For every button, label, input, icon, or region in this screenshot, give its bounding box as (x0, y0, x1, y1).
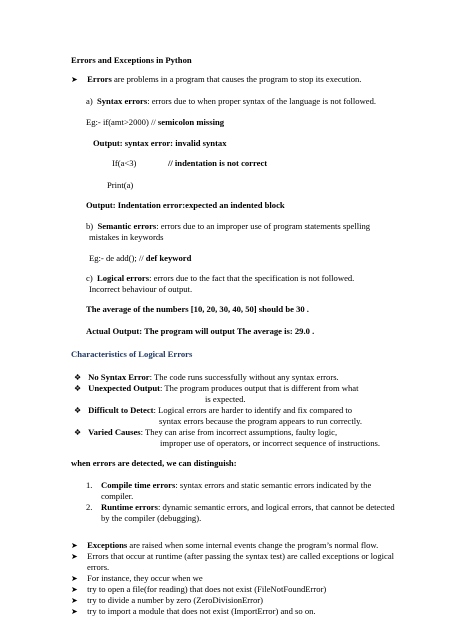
syntax-example (86, 117, 224, 128)
exception-item-2 (71, 551, 394, 562)
char-item-3 (74, 405, 352, 416)
distinguish-text: : syntax errors and static semantic errors indicated by the (175, 480, 372, 490)
char-item-text: : They can arise from incorrect assumptions, faulty logic, (140, 427, 338, 437)
code-print: Print(a) (107, 180, 134, 190)
arrow-bullet-icon: ➤ (71, 596, 78, 605)
semantic-eg-bold: def keyword (145, 253, 192, 263)
actual-output-line: Actual Output: The program will output The average is: 29.0 . (86, 326, 315, 336)
semantic-text: : errors due to an improper use of program statements spelling (156, 221, 371, 231)
syntax-eg-prefix: Eg:- if(amt>2000) // (86, 117, 158, 127)
distinguish-item-1 (86, 480, 371, 491)
char-item-bold: Varied Causes (88, 427, 141, 437)
exception-item-5 (71, 595, 263, 606)
semantic-eg-prefix: Eg:- de add(); // (89, 253, 146, 263)
diamond-bullet-icon: ❖ (74, 373, 82, 382)
logical-prefix: c) (86, 273, 93, 283)
code-if: If(a<3) (112, 158, 137, 168)
semantic-line2: mistakes in keywords (89, 232, 164, 242)
page-title: Errors and Exceptions in Python (71, 55, 192, 65)
arrow-bullet-icon: ➤ (71, 541, 78, 550)
char-item-text: : The code runs successfully without any syntax errors. (149, 372, 339, 382)
arrow-bullet-icon: ➤ (71, 585, 78, 594)
distinguish-item-2-cont: by the compiler (debugging). (101, 513, 202, 523)
exception-text: try to divide a number by zero (ZeroDivisionError) (87, 595, 264, 605)
arrow-bullet-icon: ➤ (71, 607, 78, 616)
characteristics-heading: Characteristics of Logical Errors (71, 349, 193, 359)
code-comment: // indentation is not correct (168, 158, 268, 168)
logical-line (86, 273, 354, 284)
distinguish-item-2 (86, 502, 395, 513)
syntax-output: Output: syntax error: invalid syntax (93, 138, 227, 148)
semantic-example (89, 253, 191, 264)
exception-text: are raised when some internal events change the program’s normal flow. (127, 540, 379, 550)
char-item-2 (74, 383, 359, 394)
exception-text: try to import a module that does not exist (ImportError) and so on. (87, 606, 316, 616)
char-item-4-cont: improper use of operators, or incorrect sequence of instructions. (160, 438, 381, 448)
syntax-eg-bold: semicolon missing (157, 117, 225, 127)
logical-text: : errors due to the fact that the specification is not followed. (149, 273, 355, 283)
char-item-3-cont: syntax errors because the program appears to run correctly. (159, 416, 362, 426)
exception-text: try to open a file(for reading) that does not exist (FileNotFoundError) (87, 584, 327, 594)
exception-item-6 (71, 606, 316, 617)
logical-line2: Incorrect behaviour of output. (89, 284, 193, 294)
char-item-bold: Difficult to Detect (88, 405, 154, 415)
syntax-prefix: a) (86, 96, 93, 106)
distinguish-bold: Compile time errors (101, 480, 176, 490)
exception-item-1 (71, 540, 378, 551)
semantic-line (86, 221, 370, 232)
char-item-text: : The program produces output that is different from what (160, 383, 359, 393)
diamond-bullet-icon: ❖ (74, 428, 82, 437)
distinguish-text: : dynamic semantic errors, and logical errors, that cannot be detected (157, 502, 395, 512)
exception-item-2-cont: errors. (87, 562, 110, 572)
char-item-text: : Logical errors are harder to identify and fix compared to (153, 405, 353, 415)
diamond-bullet-icon: ❖ (74, 384, 82, 393)
syntax-bold: Syntax errors (96, 96, 148, 106)
char-item-4 (74, 427, 337, 438)
exception-text: For instance, they occur when we (87, 573, 203, 583)
semantic-prefix: b) (86, 221, 94, 231)
semantic-bold: Semantic errors (97, 221, 157, 231)
char-item-1 (74, 372, 339, 383)
syntax-line (86, 96, 376, 107)
arrow-bullet-icon: ➤ (71, 574, 78, 583)
arrow-bullet-icon: ➤ (71, 552, 78, 561)
item-number: 2. (86, 502, 93, 512)
intro-bold: Errors (87, 74, 112, 84)
average-line: The average of the numbers [10, 20, 30, 40, 50] should be 30 . (86, 304, 309, 314)
char-item-2-cont: is expected. (205, 394, 246, 404)
diamond-bullet-icon: ❖ (74, 406, 82, 415)
exception-bold: Exceptions (87, 540, 128, 550)
exception-text: Errors that occur at runtime (after passing the syntax test) are called exceptions or logical (87, 551, 395, 561)
intro-line (71, 74, 361, 85)
syntax-text: : errors due to when proper syntax of the language is not followed. (147, 96, 377, 106)
exception-item-3 (71, 573, 203, 584)
item-number: 1. (86, 480, 93, 490)
exception-item-4 (71, 584, 326, 595)
intro-text: are problems in a program that causes the program to stop its execution. (111, 74, 362, 84)
distinguish-bold: Runtime errors (101, 502, 158, 512)
char-item-bold: Unexpected Output (88, 383, 161, 393)
logical-bold: Logical errors (96, 273, 150, 283)
arrow-bullet-icon: ➤ (71, 75, 78, 84)
indentation-output: Output: Indentation error:expected an indented block (86, 200, 285, 210)
char-item-bold: No Syntax Error (88, 372, 150, 382)
distinguish-item-1-cont: compiler. (101, 491, 134, 501)
distinguish-heading: when errors are detected, we can distinguish: (71, 458, 237, 468)
